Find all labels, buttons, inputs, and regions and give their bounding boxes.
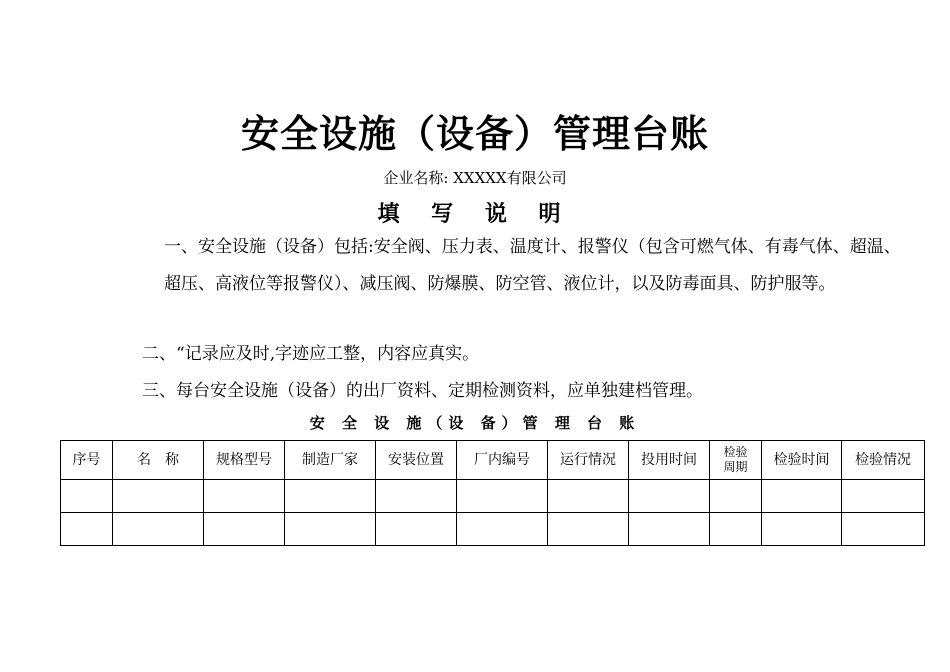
table-cell	[629, 513, 710, 546]
table-cell	[285, 513, 376, 546]
table-cell	[710, 513, 762, 546]
table-cell	[842, 480, 925, 513]
ledger-table	[60, 440, 925, 546]
instruction-paragraph-2: 二、“记录应及时,字迹应工整，内容应真实。	[142, 344, 480, 364]
header-status: 运行情况	[548, 441, 629, 480]
table-cell	[285, 480, 376, 513]
company-name: 企业名称: XXXXX有限公司	[383, 169, 567, 187]
table-cell	[762, 513, 842, 546]
table-cell	[457, 513, 548, 546]
table-title: 安 全 设 施（设 备）管 理 台 账	[309, 414, 641, 432]
table-cell	[61, 480, 113, 513]
instruction-paragraph-1: 一、安全设施（设备）包括:安全阀、压力表、温度计、报警仪（包含可燃气体、有毒气体、超温、超压、高液位等报警仪）、减压阀、防爆膜、防空管、液位计，以及防毒面具、防护服等。	[164, 237, 901, 294]
table-cell	[204, 480, 285, 513]
table-cell	[710, 480, 762, 513]
table-cell	[548, 480, 629, 513]
table-cell	[548, 513, 629, 546]
header-inspect-result: 检验情况	[842, 441, 925, 480]
header-location: 安装位置	[376, 441, 457, 480]
table-cell	[204, 513, 285, 546]
table-cell	[457, 480, 548, 513]
header-spec: 规格型号	[204, 441, 285, 480]
table-cell	[762, 480, 842, 513]
header-inspect-time: 检验时间	[762, 441, 842, 480]
instructions-title: 填 写 说 明	[377, 201, 573, 227]
table-row	[61, 480, 925, 513]
table-cell	[376, 513, 457, 546]
header-factory-no: 厂内编号	[457, 441, 548, 480]
header-seq: 序号	[61, 441, 113, 480]
table-cell	[113, 480, 204, 513]
header-inspect-cycle-line1: 检验	[723, 445, 748, 459]
header-inspect-cycle-line2: 周期	[723, 460, 748, 474]
table-header-row	[61, 441, 925, 480]
document-title: 安全设施（设备）管理台账	[240, 111, 709, 156]
table-cell	[376, 480, 457, 513]
instruction-paragraph-3: 三、每台安全设施（设备）的出厂资料、定期检测资料，应单独建档管理。	[142, 381, 703, 401]
table-row	[61, 513, 925, 546]
header-inspect-cycle	[710, 441, 762, 480]
table-cell	[842, 513, 925, 546]
header-in-service: 投用时间	[629, 441, 710, 480]
table-cell	[61, 513, 113, 546]
header-maker: 制造厂家	[285, 441, 376, 480]
table-cell	[113, 513, 204, 546]
header-name: 名 称	[113, 441, 204, 480]
table-cell	[629, 480, 710, 513]
